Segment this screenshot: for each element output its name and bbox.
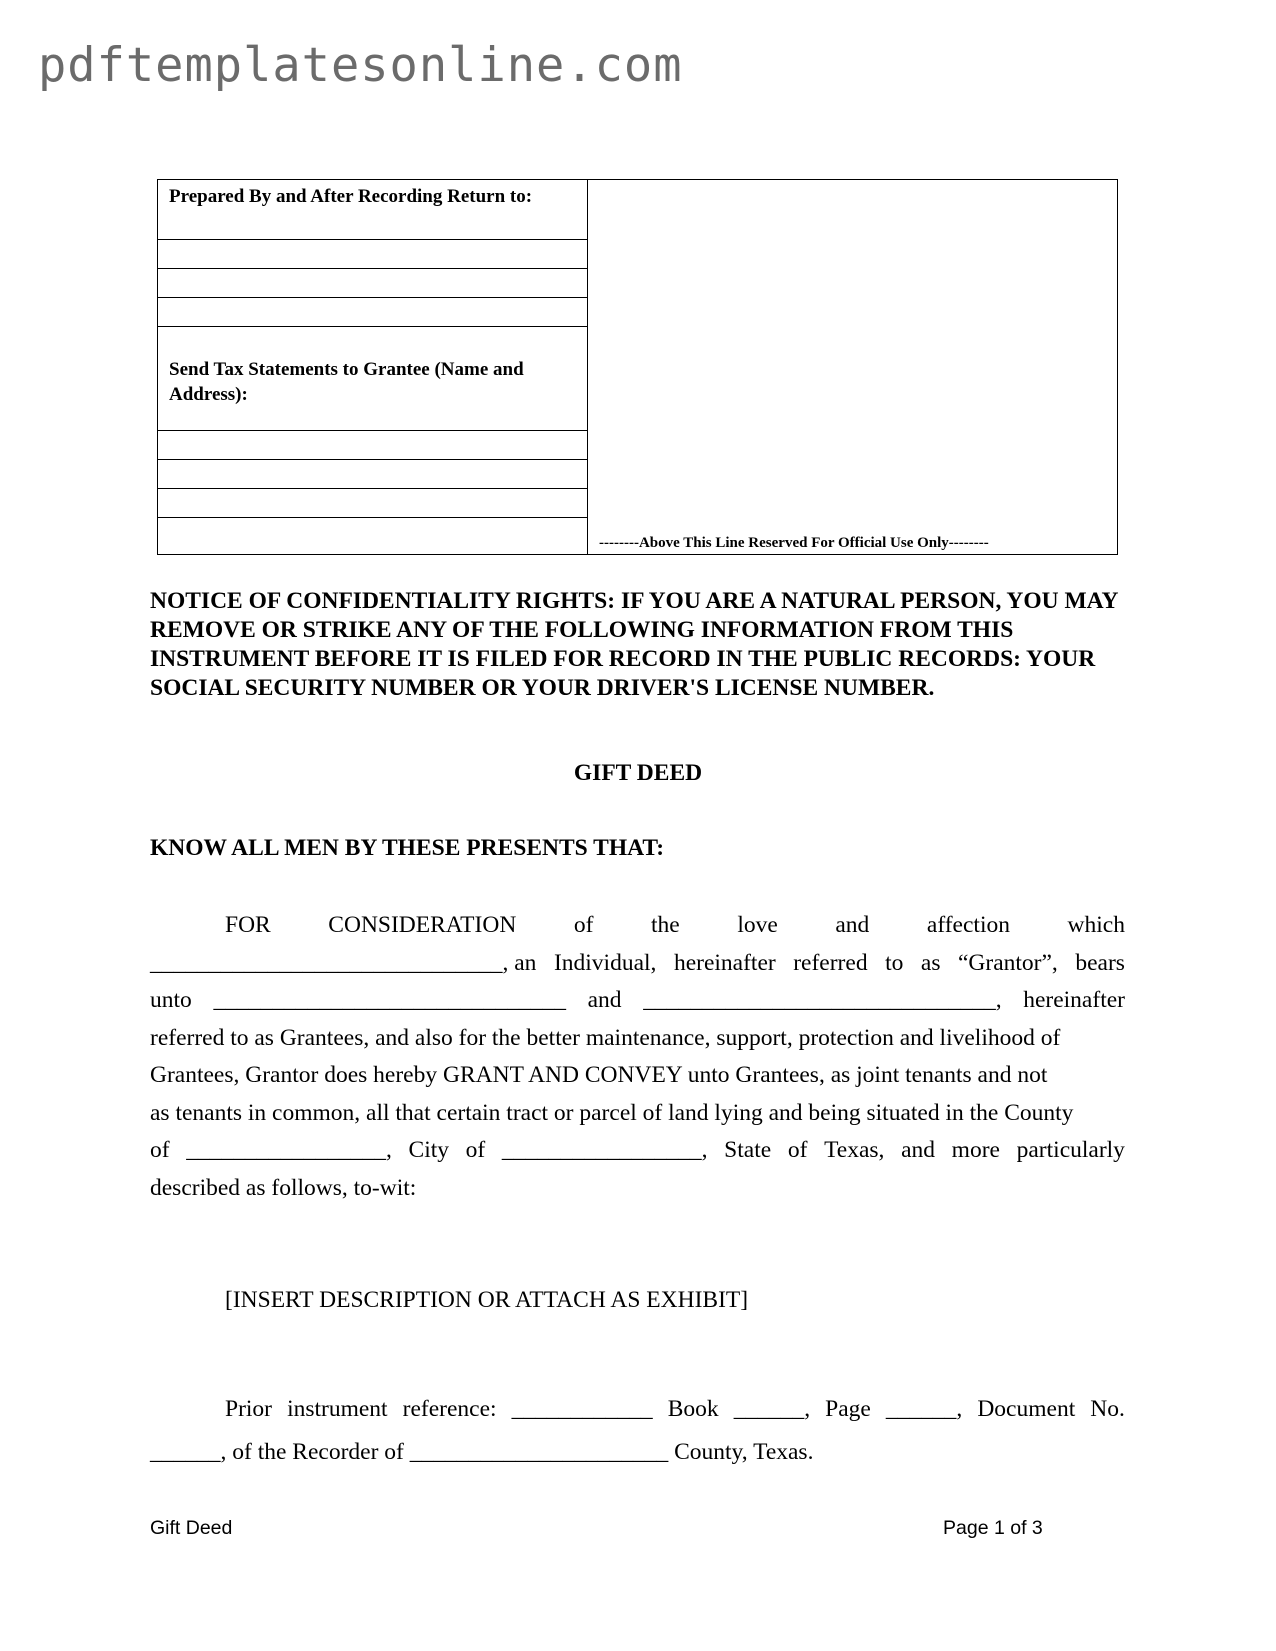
recorder-county-text[interactable]: ______, of the Recorder of ______________________ County, Texas. — [150, 1439, 814, 1465]
word: as — [920, 949, 941, 976]
para-line-2 — [150, 945, 1125, 983]
page-blank[interactable]: ______, — [885, 1396, 963, 1422]
city-blank[interactable]: _________________, — [501, 1137, 708, 1163]
insert-description-placeholder: [INSERT DESCRIPTION OR ATTACH AS EXHIBIT] — [225, 1287, 749, 1313]
word: referred — [793, 949, 868, 976]
return-line-4[interactable] — [158, 326, 588, 327]
para-line-6 — [150, 1095, 1125, 1133]
word: affection — [926, 912, 1010, 938]
return-to-column — [158, 180, 588, 554]
document-title: GIFT DEED — [573, 760, 703, 786]
confidentiality-notice: NOTICE OF CONFIDENTIALITY RIGHTS: IF YOU ARE A NATURAL PERSON, YOU MAY REMOVE OR STRIKE ANY OF THE FOLLOWING INFORMATION FROM THIS INSTRUMENT BEFORE IT IS FILED FOR RECORD IN THE PUBLIC RECORDS: YOUR SOCIAL SECURITY NUMBER OR YOUR DRIVER'S LICENSE NUMBER. — [150, 588, 1118, 701]
para-line-5 — [150, 1057, 1125, 1095]
para-line-1 — [150, 907, 1125, 945]
word: hereinafter — [673, 949, 776, 976]
prior-line-2 — [150, 1431, 1125, 1474]
return-line-2[interactable] — [158, 268, 588, 269]
text-line: described as follows, to-wit: — [150, 1174, 417, 1201]
word: Prior — [225, 1396, 272, 1422]
word: unto — [150, 987, 192, 1013]
word: and — [835, 912, 870, 938]
prior-line-1 — [150, 1388, 1125, 1431]
word: FOR — [225, 912, 271, 938]
return-line-3[interactable] — [158, 297, 588, 298]
watermark-text: pdftemplatesonline.com — [38, 38, 683, 93]
grantor-name-blank[interactable]: ______________________________, an — [150, 949, 537, 976]
word: of — [150, 1137, 170, 1163]
footer-page-number: Page 1 of 3 — [943, 1517, 1043, 1539]
word: of — [787, 1137, 808, 1163]
prior-reference-blank[interactable]: ____________ — [511, 1396, 653, 1422]
text-line: referred to as Grantees, and also for the better maintenance, support, protection and livelihood of — [150, 1024, 1061, 1051]
text-line: Grantees, Grantor does hereby GRANT AND CONVEY unto Grantees, as joint tenants and not — [150, 1062, 1048, 1088]
prior-instrument-paragraph — [150, 1388, 1125, 1474]
book-blank[interactable]: ______, — [733, 1396, 811, 1422]
text-line: as tenants in common, all that certain tract or parcel of land lying and being situated in the County — [150, 1099, 1074, 1126]
para-line-3 — [150, 982, 1125, 1020]
word: No. — [1090, 1396, 1125, 1422]
word: reference: — [402, 1396, 497, 1422]
tax-line-4[interactable] — [158, 517, 588, 518]
word: particularly — [1016, 1137, 1125, 1163]
grantee-1-blank[interactable]: ______________________________ — [213, 987, 566, 1013]
return-line-1[interactable] — [158, 239, 588, 240]
tax-line-3[interactable] — [158, 488, 588, 489]
prepared-by-label: Prepared By and After Recording Return to: — [169, 186, 533, 207]
word: “Grantor”, — [957, 949, 1058, 976]
tax-line-1[interactable] — [158, 430, 588, 431]
word: Individual, — [553, 949, 657, 976]
official-use-label: --------Above This Line Reserved For Official Use Only-------- — [599, 535, 989, 551]
para-line-7 — [150, 1132, 1125, 1170]
word: City — [408, 1137, 449, 1163]
word: and — [587, 987, 622, 1013]
know-all-men-heading: KNOW ALL MEN BY THESE PRESENTS THAT: — [150, 835, 665, 861]
word: love — [737, 912, 778, 938]
grantee-2-blank[interactable]: ______________________________, — [643, 987, 1002, 1013]
word: of — [465, 1137, 486, 1163]
word: more — [951, 1137, 1000, 1163]
para-line-4 — [150, 1020, 1125, 1058]
word: bears — [1075, 949, 1125, 976]
consideration-paragraph — [150, 907, 1125, 1207]
word: State — [724, 1137, 772, 1163]
word: and — [901, 1137, 936, 1163]
word: Document — [977, 1396, 1076, 1422]
word: Book — [667, 1396, 719, 1422]
tax-statements-label: Send Tax Statements to Grantee (Name and Address): — [169, 359, 524, 405]
word: which — [1067, 912, 1125, 938]
para-line-8 — [150, 1170, 1125, 1208]
word: the — [651, 912, 680, 938]
word: to — [885, 949, 904, 976]
county-blank[interactable]: _________________, — [186, 1137, 392, 1163]
footer-title: Gift Deed — [150, 1517, 233, 1539]
word: Texas, — [824, 1137, 885, 1163]
word: CONSIDERATION — [328, 912, 517, 938]
word: of — [573, 912, 594, 938]
word: Page — [825, 1396, 871, 1422]
tax-line-2[interactable] — [158, 459, 588, 460]
word: instrument — [287, 1396, 388, 1422]
word: hereinafter — [1023, 987, 1125, 1013]
recording-header-box — [157, 179, 1118, 555]
